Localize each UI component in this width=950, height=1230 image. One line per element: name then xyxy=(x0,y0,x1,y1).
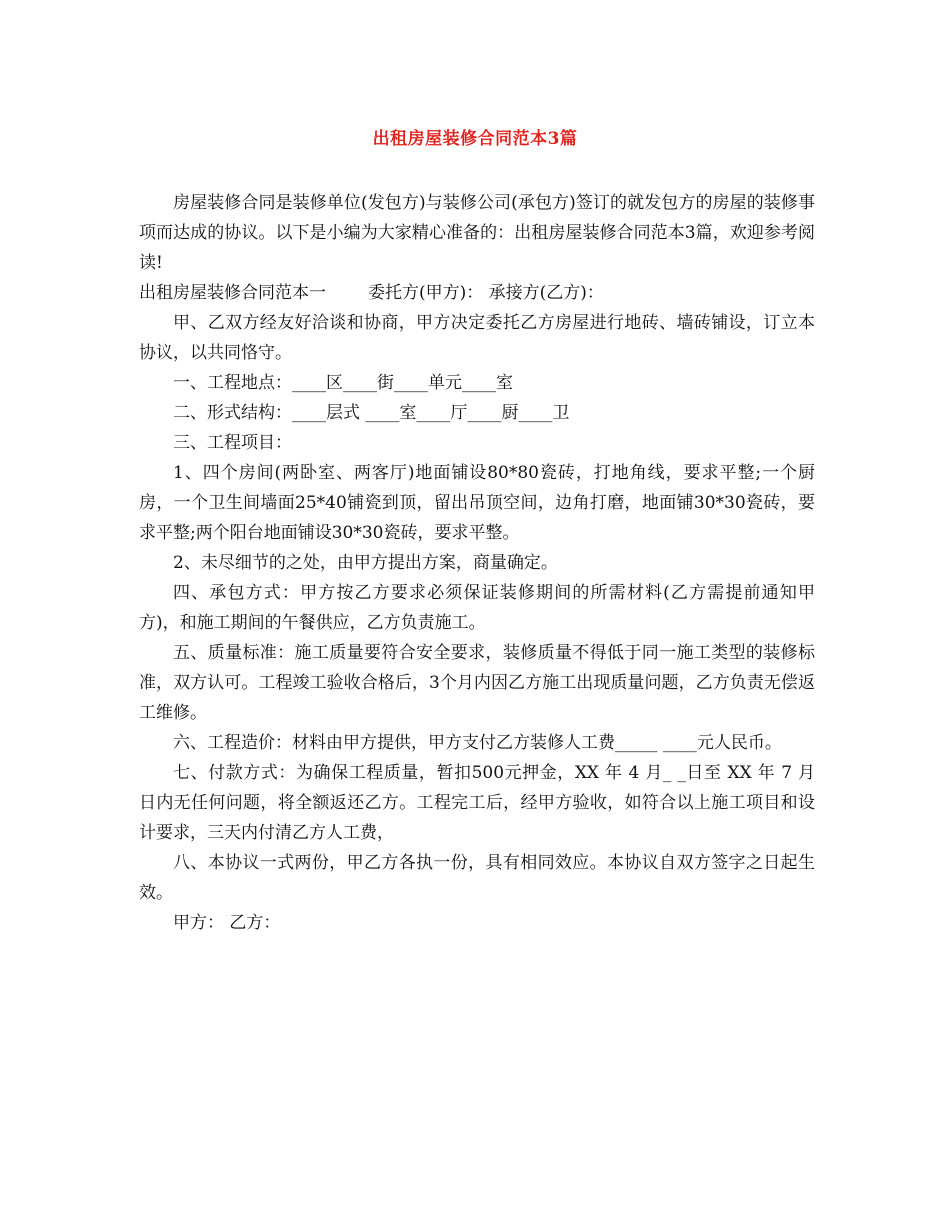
signature-party-b: 乙方： xyxy=(229,913,281,933)
contractor-label: 承接方(乙方)： xyxy=(488,283,604,303)
clause-paragraph: 七、付款方式：为确保工程质量，暂扣500元押金，XX 年 4 月_ _日至 XX 年 7 月 日内无任何问题，将全额返还乙方。工程完工后，经甲方验收，如符合以上施工项目和设计要求，三天内付清乙方人工费， xyxy=(139,763,815,843)
document-title: 出租房屋装修合同范本3篇 xyxy=(372,129,578,149)
clause-paragraph: 一、工程地点：____区____街____单元____室 xyxy=(173,373,513,393)
contract-parties-line xyxy=(139,278,815,308)
section-heading: 出租房屋装修合同范本一 xyxy=(139,283,326,303)
clause-paragraph: 2、未尽细节的之处，由甲方提出方案，商量确定。 xyxy=(173,553,558,573)
clause-paragraph: 三、工程项目： xyxy=(173,433,292,453)
clause-paragraph: 六、工程造价：材料由甲方提供，甲方支付乙方装修人工费_____ ____元人民币。 xyxy=(173,733,782,753)
clause-paragraph: 八、本协议一式两份，甲乙方各执一份，具有相同效应。本协议自双方签字之日起生效。 xyxy=(139,853,815,903)
signature-party-a: 甲方： xyxy=(173,913,224,933)
intro-paragraph: 房屋装修合同是装修单位(发包方)与装修公司(承包方)签订的就发包方的房屋的装修事项而达成的协议。以下是小编为大家精心准备的：出租房屋装修合同范本3篇，欢迎参考阅读! xyxy=(139,193,815,273)
clause-paragraph: 五、质量标准：施工质量要符合安全要求，装修质量不得低于同一施工类型的装修标准，双方认可。工程竣工验收合格后，3个月内因乙方施工出现质量问题，乙方负责无偿返工维修。 xyxy=(139,643,815,723)
clause-paragraph: 二、形式结构：____层式 ____室____厅____厨____卫 xyxy=(173,403,570,423)
clause-paragraph: 甲、乙双方经友好洽谈和协商，甲方决定委托乙方房屋进行地砖、墙砖铺设，订立本协议，以共同恪守。 xyxy=(139,313,815,363)
clause-paragraph: 1、四个房间(两卧室、两客厅)地面铺设80*80瓷砖，打地角线，要求平整;一个厨房，一个卫生间墙面25*40铺瓷到顶，留出吊顶空间，边角打磨，地面铺30*30瓷砖，要求平整;两个阳台地面铺设30*30瓷砖，要求平整。 xyxy=(139,463,815,543)
clause-paragraph: 四、承包方式：甲方按乙方要求必须保证装修期间的所需材料(乙方需提前通知甲方)，和施工期间的午餐供应，乙方负责施工。 xyxy=(139,583,815,633)
signature-line xyxy=(139,908,815,938)
principal-label: 委托方(甲方)： xyxy=(368,283,484,303)
document-body xyxy=(139,188,815,938)
